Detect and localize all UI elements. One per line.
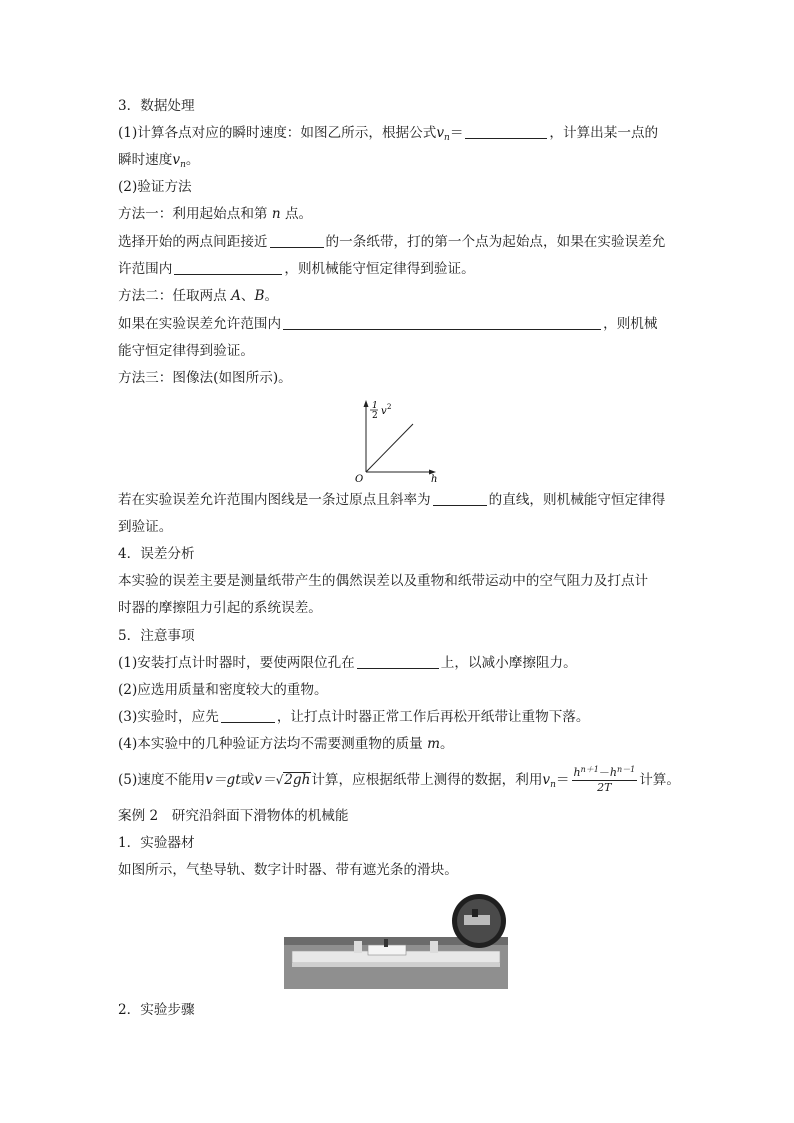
half-v-squared-vs-h-graph [350,396,446,486]
paragraph-line: 如果在实验误差允许范围内 ，则机械 [118,316,658,332]
velocity-fraction [572,766,638,795]
photogate [430,941,438,953]
photogate [354,941,362,953]
fill-blank[interactable] [174,260,282,275]
case-title: 案例 2 研究沿斜面下滑物体的机械能 [118,808,349,824]
y-axis-arrow [364,400,369,407]
fill-blank[interactable] [433,491,487,506]
method-two-heading: 方法二：任取两点 A、B。 [118,288,279,304]
method-one-heading: 方法一：利用起始点和第 n 点。 [118,206,313,222]
y-label-exponent: 2 [387,403,392,411]
paragraph-line: (1)计算各点对应的瞬时速度：如图乙所示，根据公式$v_n=$ ，计算出某一点的 [118,125,659,143]
note-item: (3)实验时，应先 ，让打点计时器正常工作后再松开纸带让重物下落。 [118,709,590,725]
paragraph-line: 时器的摩擦阻力引起的系统误差。 [118,600,322,616]
subheading-verify-method: (2)验证方法 [118,179,192,195]
sqrt-radicand: 2gh [284,772,311,788]
proportional-line [366,424,413,472]
note-item: (2)应选用质量和密度较大的重物。 [118,682,328,698]
section-heading-error-analysis: 4．误差分析 [118,546,195,562]
fill-blank[interactable] [465,124,547,139]
paragraph-line: 本实验的误差主要是测量纸带产生的偶然误差以及重物和纸带运动中的空气阻力及打点计 [118,573,649,589]
section-heading-notes: 5．注意事项 [118,628,195,644]
section-heading-steps: 2．实验步骤 [118,1002,195,1018]
air-track-photo [284,893,510,989]
section-heading-equipment: 1．实验器材 [118,835,195,851]
paragraph-line: 选择开始的两点间距接近 的一条纸带，打的第一个点为起始点，如果在实验误差允 [118,234,666,250]
paragraph-line: 如图所示，气垫导轨、数字计时器、带有遮光条的滑块。 [118,862,458,878]
paragraph-line: 能守恒定律得到验证。 [118,343,254,359]
sqrt-sign-icon: √ [275,773,284,787]
fill-blank[interactable] [270,233,324,248]
fill-blank[interactable] [283,315,601,330]
fill-blank[interactable] [221,708,275,723]
light-shield-strip [384,939,388,947]
paragraph-line: 到验证。 [118,519,173,535]
note-item: (4)本实验中的几种验证方法均不需要测重物的质量 m。 [118,736,454,752]
section-heading-data-processing: 3．数据处理 [118,98,195,114]
note-item: (1)安装打点计时器时，要使两限位孔在 上，以减小摩擦阻力。 [118,655,577,671]
fraction-denominator: 2T [597,781,612,794]
paragraph-line: 若在实验误差允许范围内图线是一条过原点且斜率为 的直线，则机械能守恒定律得 [118,492,666,508]
fraction-numerator: $h^{n+1}-h^{n-1}$ [573,765,636,779]
y-label-variable: v [381,406,387,417]
note-item: (5)速度不能用v＝gt或v＝√2gh计算，应根据纸带上测得的数据，利用$v_n=$ $\frac{h^{n+1}-h^{n-1}}{2T}$ 计算。 [118,765,680,794]
origin-label: O [355,474,364,485]
y-label-numerator: 1 [372,401,378,411]
paragraph-line: 许范围内 ，则机械能守恒定律得到验证。 [118,261,475,277]
method-three-heading: 方法三：图像法(如图所示)。 [118,370,292,386]
y-label-denominator: 2 [372,411,378,421]
fill-blank[interactable] [357,654,439,669]
paragraph-line: 瞬时速度$v_n$。 [118,152,200,170]
x-axis-label: h [431,474,438,485]
